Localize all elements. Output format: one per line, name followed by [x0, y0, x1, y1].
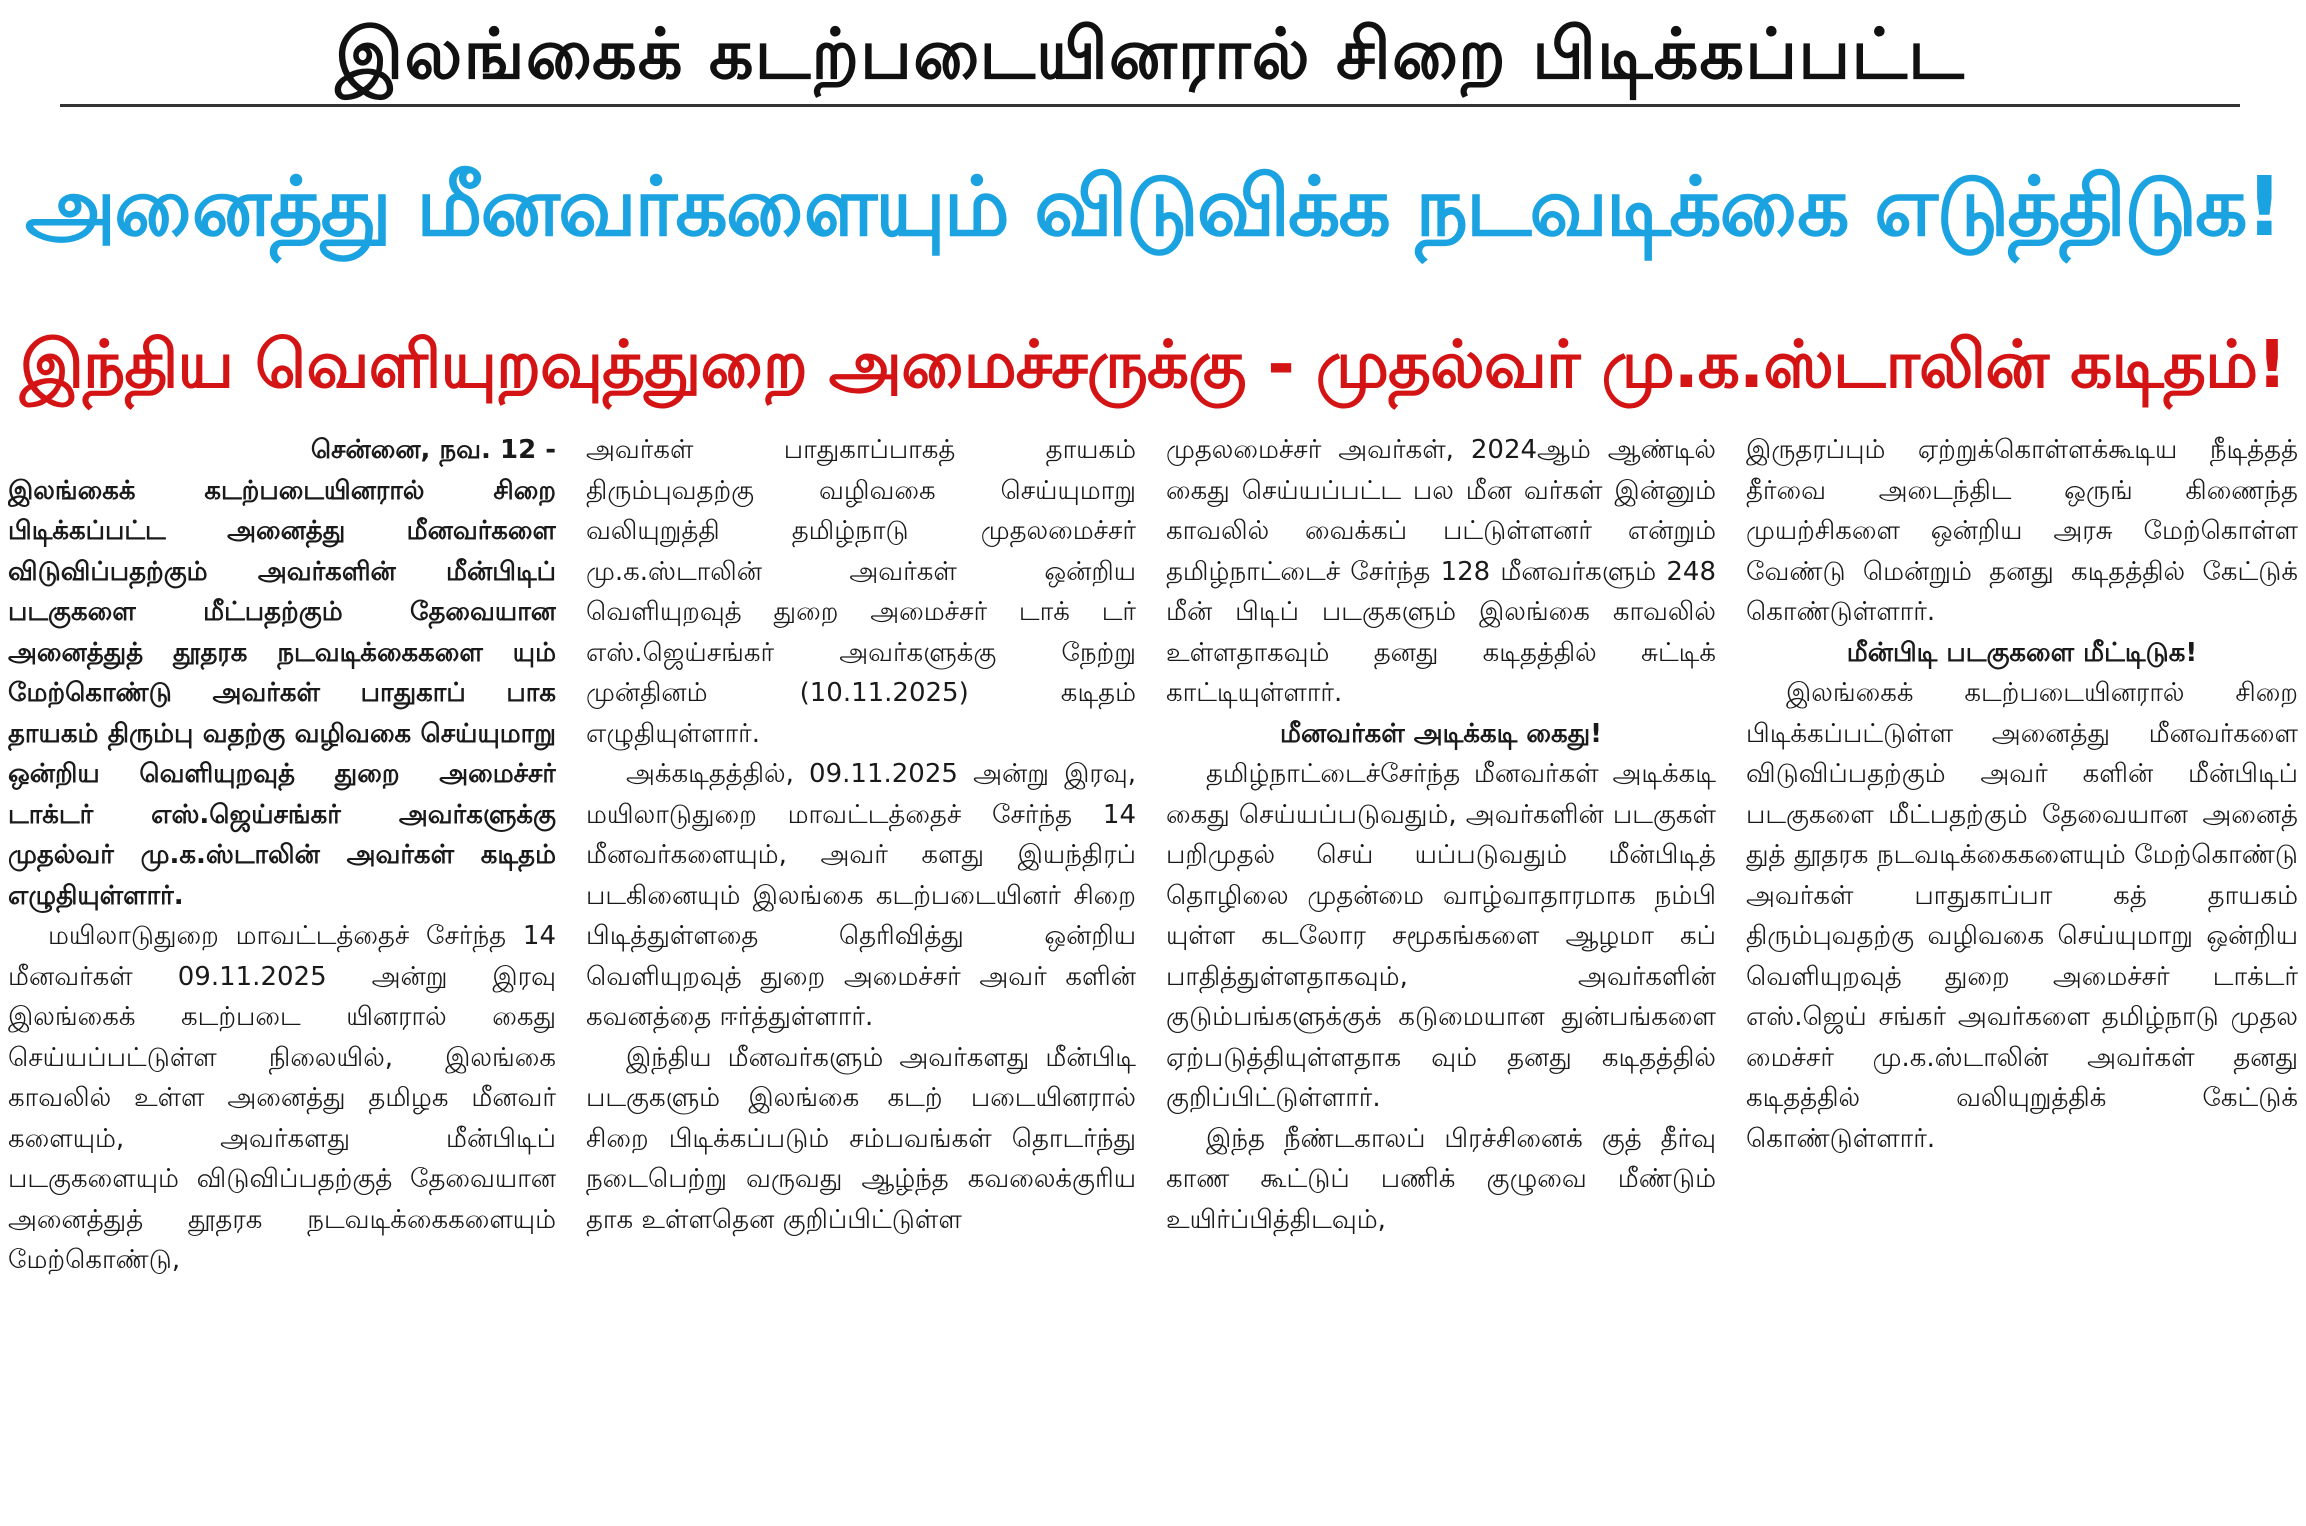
sub-headline: இந்திய வெளியுறவுத்துறை அமைச்சருக்கு - முதல்வர் மு.க.ஸ்டாலின் கடிதம்!	[19, 326, 2287, 403]
article-column-3	[1166, 430, 1716, 1510]
body-paragraph: அவர்கள் பாதுகாப்பாகத் தாயகம் திரும்புவதற்கு வழிவகை செய்யுமாறு வலியுறுத்தி தமிழ்நாடு முதலமைச்சர் மு.க.ஸ்டாலின் அவர்கள் ஒன்றிய வெளியுறவுத் துறை அமைச்சர் டாக் டர் எஸ்.ஜெய்சங்கர் அவர்களுக்கு நேற்று முன்தினம் (10.11.2025) கடிதம் எழுதியுள்ளார்.	[586, 435, 1136, 749]
dateline: சென்னை, நவ. 12 -	[310, 435, 556, 465]
body-paragraph: இந்திய மீனவர்களும் அவர்களது மீன்பிடி படகுகளும் இலங்கை கடற் படையினரால் சிறை பிடிக்கப்படும் சம்பவங்கள் தொடர்ந்து நடைபெற்று வருவது ஆழ்ந்த கவலைக்குரிய தாக உள்ளதென குறிப்பிட்டுள்ள	[586, 1042, 1136, 1235]
body-paragraph: இருதரப்பும் ஏற்றுக்கொள்ளக்கூடிய நீடித்தத் தீர்வை அடைந்திட ஒருங் கிணைந்த முயற்சிகளை ஒன்றிய அரசு மேற்கொள்ள வேண்டு மென்றும் தனது கடிதத்தில் கேட்டுக் கொண்டுள்ளார்.	[1746, 435, 2298, 627]
main-headline: அனைத்து மீனவர்களையும் விடுவிக்க நடவடிக்கை எடுத்திடுக!	[25, 160, 2281, 255]
article-column-2	[586, 430, 1136, 1510]
body-paragraph: தமிழ்நாட்டைச்சேர்ந்த மீனவர்கள் அடிக்கடி கைது செய்யப்படுவதும், அவர்களின் படகுகள் பறிமுதல் செய் யப்படுவதும் மீன்பிடித் தொழிலை முதன்மை வாழ்வாதாரமாக நம்பி யுள்ள கடலோர சமூகங்களை ஆழமா கப் பாதித்துள்ளதாகவும், அவர்களின் குடும்பங்களுக்குக் கடுமையான துன்பங்களை ஏற்படுத்தியுள்ளதாக வும் தனது கடிதத்தில் குறிப்பிட்டுள்ளார்.	[1166, 759, 1716, 1113]
article-column-4	[1746, 430, 2298, 1510]
body-paragraph: இலங்கைக் கடற்படையினரால் சிறை பிடிக்கப்பட்டுள்ள அனைத்து மீனவர்களை விடுவிப்பதற்கும் அவர் களின் மீன்பிடிப் படகுகளை மீட்பதற்கும் தேவையான அனைத் துத் தூதரக நடவடிக்கைகளையும் மேற்கொண்டு அவர்கள் பாதுகாப்பா கத் தாயகம் திரும்புவதற்கு வழிவகை செய்யுமாறு ஒன்றிய வெளியுறவுத் துறை அமைச்சர் டாக்டர் எஸ்.ஜெய் சங்கர் அவர்களை தமிழ்நாடு முதல மைச்சர் மு.க.ஸ்டாலின் அவர்கள் தனது கடிதத்தில் வலியுறுத்திக் கேட்டுக் கொண்டுள்ளார்.	[1746, 678, 2298, 1154]
section-subheading: மீன்பிடி படகுகளை மீட்டிடுக!	[1846, 637, 2198, 668]
kicker-headline: இலங்கைக் கடற்படையினரால் சிறை பிடிக்கப்பட்ட	[60, 4, 2240, 107]
body-paragraph: மயிலாடுதுறை மாவட்டத்தைச் சேர்ந்த 14 மீனவர்கள் 09.11.2025 அன்று இரவு இலங்கைக் கடற்படை யினரால் கைது செய்யப்பட்டுள்ள நிலையில், இலங்கை காவலில் உள்ள அனைத்து தமிழக மீனவர் களையும், அவர்களது மீன்பிடிப் படகுகளையும் விடுவிப்பதற்குத் தேவையான அனைத்துத் தூதரக நடவடிக்கைகளையும் மேற்கொண்டு,	[8, 921, 556, 1275]
body-paragraph: அக்கடிதத்தில், 09.11.2025 அன்று இரவு, மயிலாடுதுறை மாவட்டத்தைச் சேர்ந்த 14 மீனவர்களையும், அவர் களது இயந்திரப் படகினையும் இலங்கை கடற்படையினர் சிறை பிடித்துள்ளதை தெரிவித்து ஒன்றிய வெளியுறவுத் துறை அமைச்சர் அவர் களின் கவனத்தை ஈர்த்துள்ளார்.	[586, 759, 1136, 1032]
section-subheading: மீனவர்கள் அடிக்கடி கைது!	[1279, 718, 1603, 749]
body-paragraph: முதலமைச்சர் அவர்கள், 2024ஆம் ஆண்டில் கைது செய்யப்பட்ட பல மீன வர்கள் இன்னும் காவலில் வைக்கப் பட்டுள்ளனர் என்றும் தமிழ்நாட்டைச் சேர்ந்த 128 மீனவர்களும் 248 மீன் பிடிப் படகுகளும் இலங்கை காவலில் உள்ளதாகவும் தனது கடிதத்தில் சுட்டிக் காட்டியுள்ளார்.	[1166, 435, 1716, 708]
article-column-1	[8, 430, 556, 1510]
body-paragraph: இந்த நீண்டகாலப் பிரச்சினைக் குத் தீர்வு காண கூட்டுப் பணிக் குழுவை மீண்டும் உயிர்ப்பித்திடவும்,	[1166, 1123, 1716, 1235]
lead-paragraph: இலங்கைக் கடற்படையினரால் சிறை பிடிக்கப்பட்ட அனைத்து மீனவர்களை விடுவிப்பதற்கும் அவர்களின் மீன்பிடிப் படகுகளை மீட்பதற்கும் தேவையான அனைத்துத் தூதரக நடவடிக்கைகளை யும் மேற்கொண்டு அவர்கள் பாதுகாப் பாக தாயகம் திரும்பு வதற்கு வழிவகை செய்யுமாறு ஒன்றிய வெளியுறவுத் துறை அமைச்சர் டாக்டர் எஸ்.ஜெய்சங்கர் அவர்களுக்கு முதல்வர் மு.க.ஸ்டாலின் அவர்கள் கடிதம் எழுதியுள்ளார்.	[8, 475, 556, 911]
